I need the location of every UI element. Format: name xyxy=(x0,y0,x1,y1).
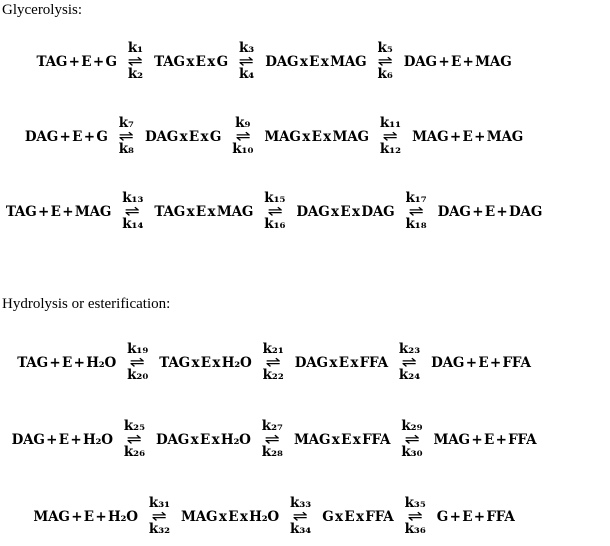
reverse-rate-constant: k₂₈ xyxy=(261,444,283,460)
product-term: MAG + E + MAG xyxy=(412,128,524,145)
equilibrium-group xyxy=(127,342,148,383)
reverse-rate-constant: k₄ xyxy=(238,66,255,82)
reverse-rate-constant: k₈ xyxy=(118,141,134,157)
equilibrium-arrow-icon: ⇌ xyxy=(408,202,424,220)
complex-term: DAG x E x G xyxy=(144,128,222,145)
equilibrium-arrow-icon: ⇌ xyxy=(293,507,309,525)
forward-rate-constant: k₃₅ xyxy=(404,495,426,511)
forward-rate-constant: k₉ xyxy=(235,115,251,131)
equilibrium-arrow-icon: ⇌ xyxy=(267,202,283,220)
complex-term: MAG x E x H₂O xyxy=(181,508,279,525)
equilibrium-arrow-icon: ⇌ xyxy=(125,202,141,220)
reverse-rate-constant: k₁₈ xyxy=(405,216,427,232)
equilibrium-group xyxy=(401,419,422,460)
reverse-rate-constant: k₁₀ xyxy=(232,141,254,157)
forward-rate-constant: k₁ xyxy=(127,40,144,56)
equilibrium-arrow-icon: ⇌ xyxy=(118,127,134,145)
reaction-equation-1 xyxy=(0,24,548,99)
equilibrium-group xyxy=(380,116,401,157)
product-term: MAG + E + FFA xyxy=(433,431,537,448)
reverse-rate-constant: k₆ xyxy=(377,66,393,82)
reverse-rate-constant: k₂ xyxy=(127,66,144,82)
product-term: DAG + E + FFA xyxy=(431,354,531,371)
equilibrium-group xyxy=(263,342,284,383)
reverse-rate-constant: k₃₄ xyxy=(290,521,312,537)
reverse-rate-constant: k₂₂ xyxy=(262,367,284,383)
complex-term: TAG x E x G xyxy=(154,53,228,70)
equilibrium-group xyxy=(128,41,143,82)
equilibrium-arrow-icon: ⇌ xyxy=(130,353,146,371)
equilibrium-arrow-icon: ⇌ xyxy=(235,127,251,145)
reverse-rate-constant: k₃₀ xyxy=(401,444,423,460)
reaction-equation-5 xyxy=(0,401,548,478)
equilibrium-arrow-icon: ⇌ xyxy=(239,52,255,70)
forward-rate-constant: k₅ xyxy=(377,40,393,56)
reverse-rate-constant: k₂₆ xyxy=(123,444,146,460)
equilibrium-group xyxy=(405,496,426,537)
reverse-rate-constant: k₁₆ xyxy=(264,216,286,232)
product-term: DAG + E + DAG xyxy=(437,203,543,220)
reverse-rate-constant: k₁₂ xyxy=(379,141,402,157)
reactant-term: TAG + E + MAG xyxy=(5,203,112,220)
reaction-equation-6 xyxy=(0,478,548,546)
complex-term: DAG x E x MAG xyxy=(265,53,367,70)
equilibrium-arrow-icon: ⇌ xyxy=(264,430,280,448)
equilibrium-group xyxy=(264,191,285,232)
forward-rate-constant: k₃₁ xyxy=(148,495,171,511)
forward-rate-constant: k₂₇ xyxy=(261,418,283,434)
forward-rate-constant: k₁₉ xyxy=(127,341,149,357)
forward-rate-constant: k₃ xyxy=(238,40,255,56)
reverse-rate-constant: k₃₂ xyxy=(148,521,171,537)
equilibrium-group xyxy=(399,342,420,383)
complex-term: MAG x E x MAG xyxy=(264,128,369,145)
equilibrium-group xyxy=(377,41,392,82)
equilibrium-arrow-icon: ⇌ xyxy=(151,507,167,525)
complex-term: DAG x E x DAG xyxy=(296,203,395,220)
reactant-term: TAG + E + H₂O xyxy=(17,354,117,371)
equilibrium-group xyxy=(149,496,170,537)
equilibrium-arrow-icon: ⇌ xyxy=(127,52,144,70)
equilibrium-group xyxy=(405,191,426,232)
reverse-rate-constant: k₂₀ xyxy=(127,367,149,383)
equilibrium-arrow-icon: ⇌ xyxy=(407,507,423,525)
complex-term: G x E x FFA xyxy=(322,508,394,525)
forward-rate-constant: k₂₁ xyxy=(262,341,284,357)
reactant-term: DAG + E + H₂O xyxy=(11,431,113,448)
equilibrium-group xyxy=(239,41,254,82)
complex-term: MAG x E x FFA xyxy=(293,431,391,448)
reactant-term: DAG + E + G xyxy=(24,128,108,145)
forward-rate-constant: k₇ xyxy=(118,115,134,131)
complex-term: DAG x E x FFA xyxy=(294,354,388,371)
complex-term: TAG x E x H₂O xyxy=(159,354,252,371)
reverse-rate-constant: k₂₄ xyxy=(398,367,421,383)
forward-rate-constant: k₃₃ xyxy=(290,495,312,511)
reaction-equation-2 xyxy=(0,99,548,174)
forward-rate-constant: k₂₅ xyxy=(123,418,146,434)
glycerolysis-section-title: Glycerolysis: xyxy=(2,2,82,18)
product-term: G + E + FFA xyxy=(436,508,515,525)
glycerolysis-reactions xyxy=(0,24,548,249)
reactant-term: TAG + E + G xyxy=(36,53,117,70)
complex-term: DAG x E x H₂O xyxy=(156,431,251,448)
equilibrium-group xyxy=(119,116,134,157)
equilibrium-arrow-icon: ⇌ xyxy=(382,127,399,145)
reactant-term: MAG + E + H₂O xyxy=(33,508,138,525)
equilibrium-group xyxy=(290,496,311,537)
equilibrium-arrow-icon: ⇌ xyxy=(401,353,418,371)
equilibrium-group xyxy=(124,419,145,460)
equilibrium-group xyxy=(262,419,283,460)
reaction-equation-3 xyxy=(0,174,548,249)
equilibrium-group xyxy=(122,191,143,232)
reverse-rate-constant: k₁₄ xyxy=(122,216,144,232)
forward-rate-constant: k₂₃ xyxy=(398,341,421,357)
reaction-equation-4 xyxy=(0,324,548,401)
complex-term: TAG x E x MAG xyxy=(154,203,254,220)
equilibrium-arrow-icon: ⇌ xyxy=(126,430,142,448)
hydrolysis-reactions xyxy=(0,324,548,546)
equilibrium-arrow-icon: ⇌ xyxy=(377,52,393,70)
forward-rate-constant: k₁₅ xyxy=(264,190,286,206)
forward-rate-constant: k₁₁ xyxy=(379,115,402,131)
forward-rate-constant: k₁₃ xyxy=(122,190,144,206)
forward-rate-constant: k₁₇ xyxy=(405,190,427,206)
reverse-rate-constant: k₃₆ xyxy=(404,521,426,537)
equilibrium-arrow-icon: ⇌ xyxy=(265,353,281,371)
equilibrium-group xyxy=(232,116,253,157)
hydrolysis-section-title: Hydrolysis or esterification: xyxy=(2,296,171,312)
forward-rate-constant: k₂₉ xyxy=(401,418,423,434)
equilibrium-arrow-icon: ⇌ xyxy=(404,430,420,448)
product-term: DAG + E + MAG xyxy=(403,53,512,70)
